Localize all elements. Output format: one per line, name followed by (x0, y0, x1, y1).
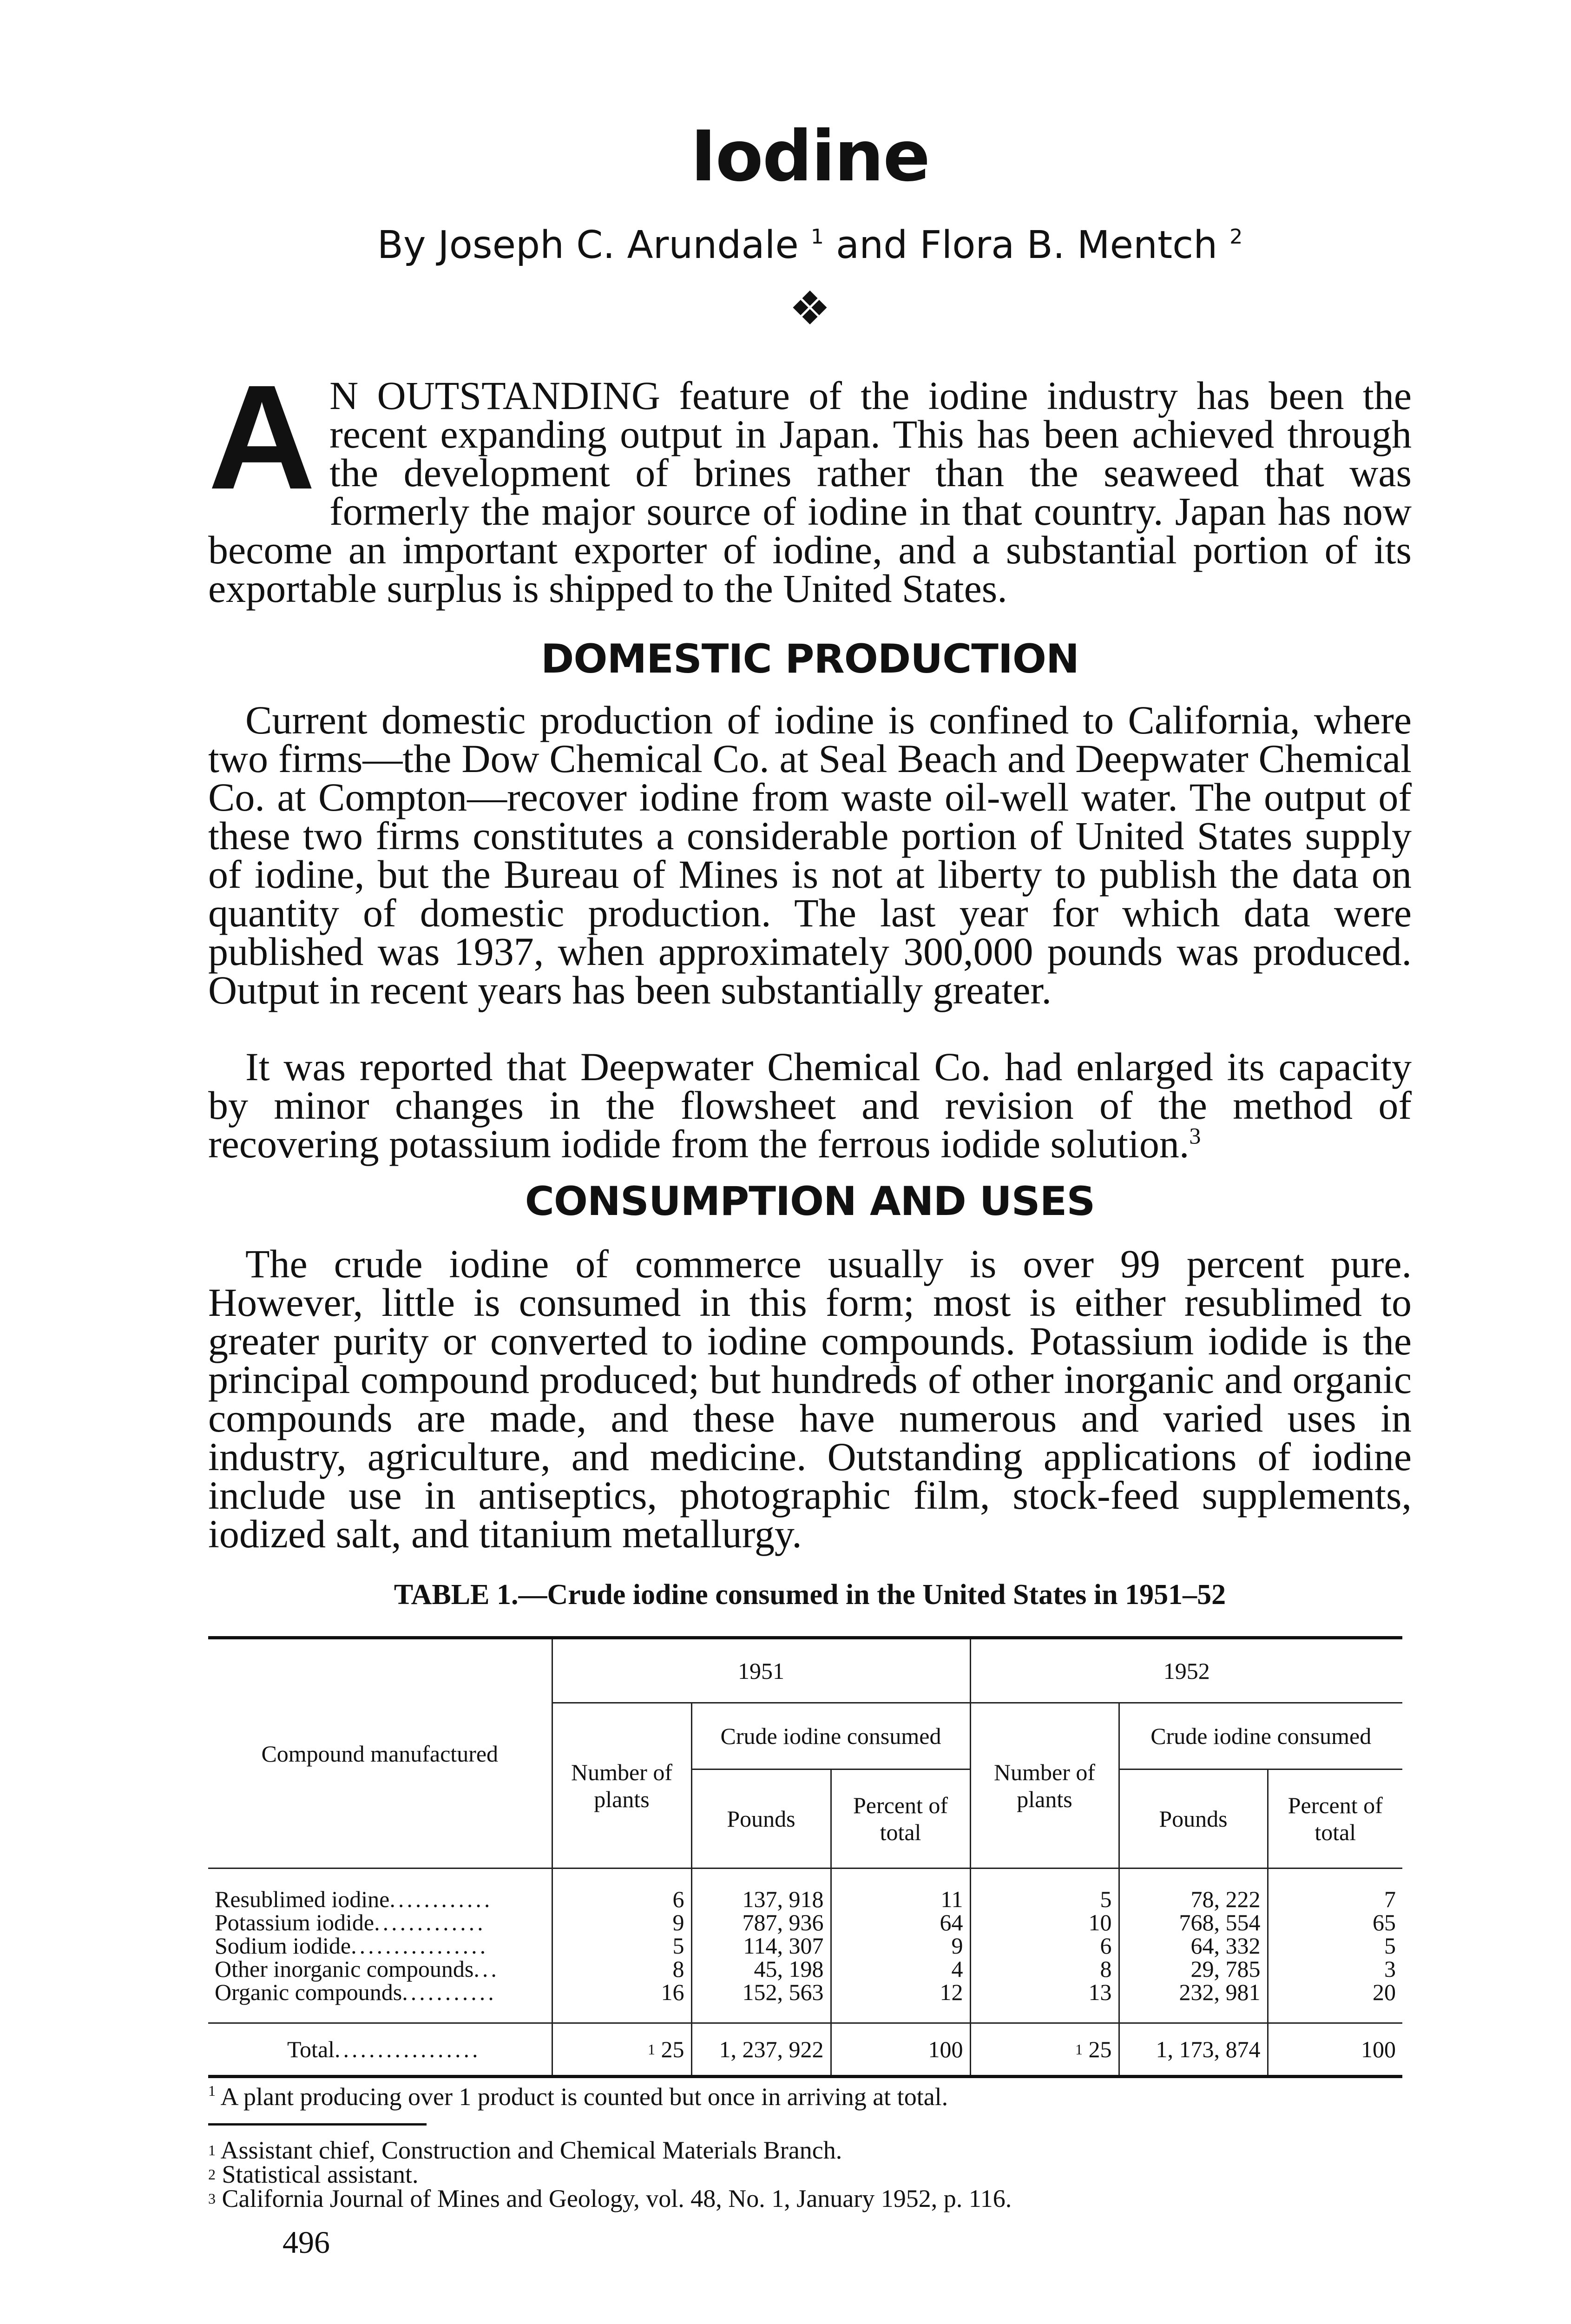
total-label: Total................. (208, 2023, 552, 2077)
table-note-ref: 1 (208, 2082, 216, 2099)
total-pounds-1951: 1, 237, 922 (691, 2023, 831, 2077)
section-heading-domestic: DOMESTIC PRODUCTION (541, 636, 1079, 682)
domestic-paragraph-1: Current domestic production of iodine is confined to California, where two firms—the Dow Chemical Co. at Seal Beach and Deepwater Chemical Co. at Compton—recover iodine from waste oil-well water. The output of these two firms constitutes a considerable portion of United States supply of iodine, but the Bureau of Mines is not at liberty to publish the data on quantity of domestic production. The last year for which data were published was 1937, when approximately 300,000 pounds was produced. Output in recent years has been substantially greater. (208, 698, 1412, 1012)
cell-plants-1952: 10 (970, 1911, 1119, 1934)
header-year-1951: 1951 (552, 1638, 970, 1703)
cell-plants-1951: 16 (552, 1981, 691, 2004)
consumption-paragraph: The crude iodine of commerce usually is over 99 percent pure. However, little is consumed in this form; most is either resublimed to greater purity or converted to iodine compounds. Potassium iodide is the principal compound produced; but hundreds of other inorganic and organic compounds are made, and these have numerous and varied uses in industry, agriculture, and medicine. Outstanding applications of iodine include use in antiseptics, photographic film, stock-feed supplements, iodized salt, and titanium metallurgy. (208, 1241, 1412, 1556)
cell-percent-1952: 65 (1268, 1911, 1402, 1934)
header-percent-1952: Percent of total (1268, 1769, 1402, 1868)
cell-percent-1952: 5 (1268, 1934, 1402, 1957)
footnotes (208, 2138, 1412, 2211)
cell-pounds-1952: 78, 222 (1119, 1888, 1268, 1911)
total-pounds-1952: 1, 173, 874 (1119, 2023, 1268, 2077)
header-crude-1951: Crude iodine consumed (691, 1703, 970, 1769)
domestic-paragraph-2 (208, 1044, 1412, 1166)
table-note-text: A plant producing over 1 product is counted but once in arriving at total. (220, 2083, 948, 2111)
cell-pounds-1952: 232, 981 (1119, 1981, 1268, 2004)
cell-percent-1951: 9 (831, 1934, 970, 1957)
total-footnote-ref-1951[interactable]: 1 (648, 2041, 655, 2058)
table-row (208, 1957, 1402, 1981)
cell-pounds-1951: 152, 563 (691, 1981, 831, 2004)
header-plants-1952: Number of plants (970, 1703, 1119, 1868)
page-number: 496 (283, 2225, 330, 2260)
author-1-footnote-ref[interactable]: 1 (810, 225, 824, 249)
total-percent-1951: 100 (831, 2023, 970, 2077)
cell-plants-1952: 8 (970, 1957, 1119, 1981)
intro-paragraph (208, 354, 1412, 611)
cell-pounds-1952: 768, 554 (1119, 1911, 1268, 1934)
cell-pounds-1951: 45, 198 (691, 1957, 831, 1981)
total-plants-1951: $^1$ 25 (552, 2023, 691, 2077)
author-1: By Joseph C. Arundale (377, 223, 799, 267)
cell-plants-1951: 9 (552, 1911, 691, 1934)
iodine-consumption-table (208, 1636, 1402, 2078)
cell-plants-1952: 5 (970, 1888, 1119, 1911)
author-2-footnote-ref[interactable]: 2 (1229, 225, 1243, 249)
header-year-1952: 1952 (970, 1638, 1402, 1703)
section-heading-consumption: CONSUMPTION AND USES (525, 1178, 1095, 1225)
header-pounds-1951: Pounds (691, 1769, 831, 1868)
table-caption: TABLE 1.—Crude iodine consumed in the United States in 1951–52 (394, 1579, 1226, 1611)
drop-cap: A (208, 354, 316, 520)
domestic-paragraph-2-text: It was reported that Deepwater Chemical Co. had enlarged its capacity by minor changes in the flowsheet and revision of the method of recovering potassium iodide from the ferrous iodide solution. (208, 1044, 1412, 1166)
cell-pounds-1951: 137, 918 (691, 1888, 831, 1911)
cell-percent-1951: 12 (831, 1981, 970, 2004)
cell-plants-1951: 8 (552, 1957, 691, 1981)
total-plants-1952: $^1$ 25 (970, 2023, 1119, 2077)
footnote-1: $^1$ Assistant chief, Construction and Chemical Materials Branch. (208, 2136, 842, 2164)
cell-plants-1951: 5 (552, 1934, 691, 1957)
cell-plants-1952: 6 (970, 1934, 1119, 1957)
row-label: Organic compounds........... (215, 1979, 497, 2005)
cell-percent-1951: 4 (831, 1957, 970, 1981)
author-2: and Flora B. Mentch (835, 223, 1218, 267)
cell-plants-1951: 6 (552, 1888, 691, 1911)
row-label: Resublimed iodine............ (215, 1886, 493, 1912)
cell-percent-1952: 3 (1268, 1957, 1402, 1981)
page-title: Iodine (690, 116, 930, 197)
table-row (208, 1981, 1402, 2004)
cell-pounds-1952: 64, 332 (1119, 1934, 1268, 1957)
footnote-3: $^3$ California Journal of Mines and Geology, vol. 48, No. 1, January 1952, p. 116. (208, 2185, 1012, 2212)
cell-percent-1951: 11 (831, 1888, 970, 1911)
footnote-divider (208, 2123, 427, 2126)
footnote-ref-3[interactable]: 3 (1189, 1122, 1201, 1149)
header-plants-1951: Number of plants (552, 1703, 691, 1868)
header-crude-1952: Crude iodine consumed (1119, 1703, 1402, 1769)
header-percent-1951: Percent of total (831, 1769, 970, 1868)
cell-plants-1952: 13 (970, 1981, 1119, 2004)
total-percent-1952: 100 (1268, 2023, 1402, 2077)
table-total-row (208, 2023, 1402, 2077)
cell-pounds-1951: 787, 936 (691, 1911, 831, 1934)
row-label: Sodium iodide................ (215, 1933, 489, 1959)
byline (208, 223, 1412, 267)
table-row (208, 1911, 1402, 1934)
cell-pounds-1952: 29, 785 (1119, 1957, 1268, 1981)
ornament-icon: ❖ (789, 283, 831, 335)
cell-percent-1951: 64 (831, 1911, 970, 1934)
table-row (208, 1888, 1402, 1911)
cell-pounds-1951: 114, 307 (691, 1934, 831, 1957)
row-label: Potassium iodide............. (215, 1909, 486, 1935)
intro-text: N OUTSTANDING feature of the iodine industry has been the recent expanding output in Japan. This has been achieved through the development of brines rather than the seaweed that was formerly the major source of iodine in that country. Japan has now become an important exporter of iodine, and a substantial portion of its exportable surplus is shipped to the United States. (208, 373, 1412, 611)
header-compound: Compound manufactured (208, 1638, 552, 1868)
table-note (208, 2082, 1412, 2111)
cell-percent-1952: 7 (1268, 1888, 1402, 1911)
header-pounds-1952: Pounds (1119, 1769, 1268, 1868)
cell-percent-1952: 20 (1268, 1981, 1402, 2004)
row-label: Other inorganic compounds... (215, 1956, 500, 1982)
table-row (208, 1934, 1402, 1957)
total-footnote-ref-1952[interactable]: 1 (1075, 2041, 1083, 2058)
footnote-2: $^2$ Statistical assistant. (208, 2160, 419, 2188)
